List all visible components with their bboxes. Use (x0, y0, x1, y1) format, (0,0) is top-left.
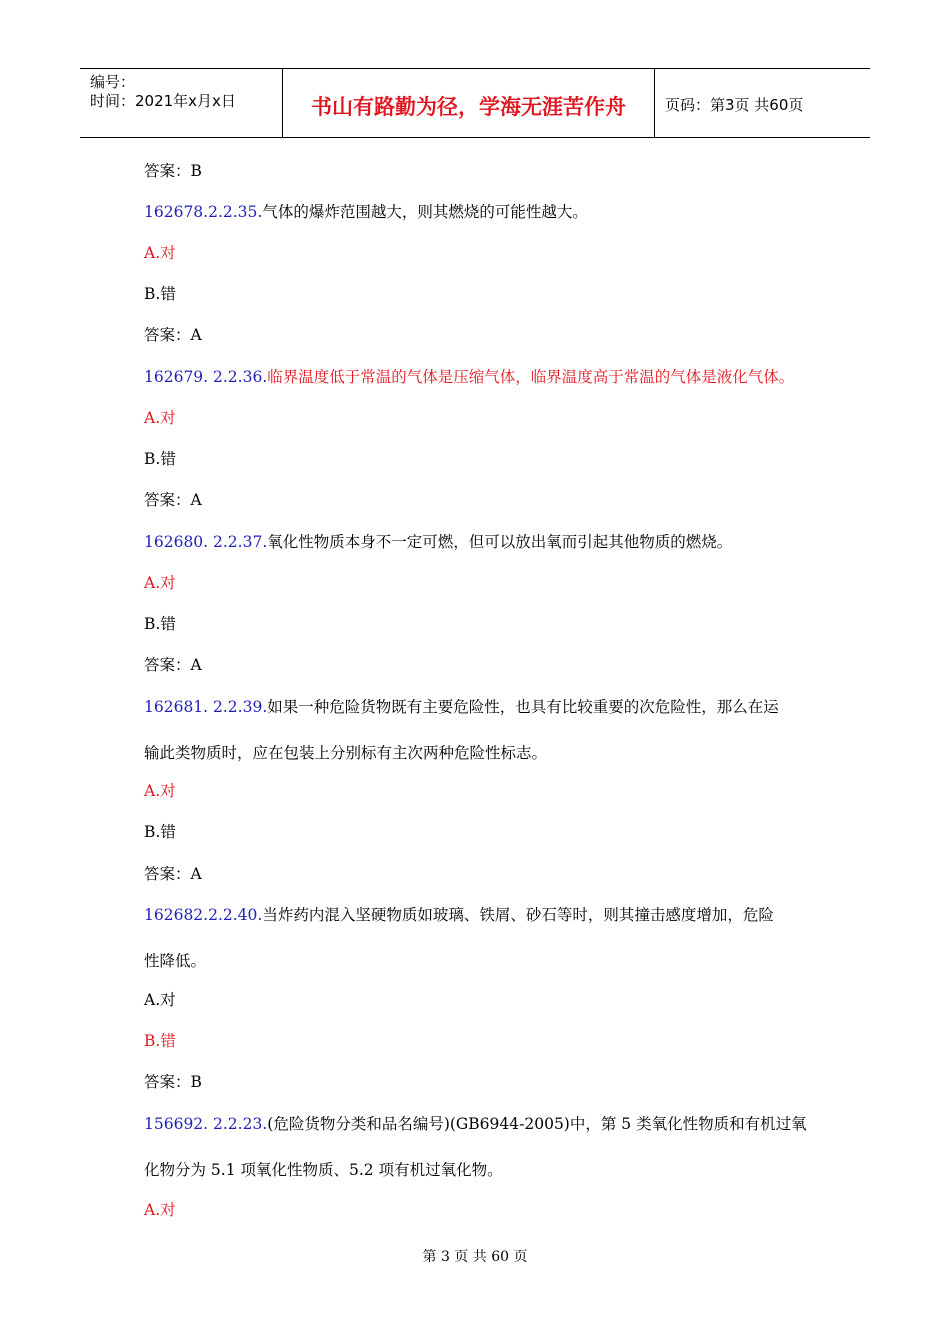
question-number: 162679. 2.2.36. (144, 368, 268, 386)
text-segment: B.错 (144, 1032, 176, 1050)
text-line (144, 573, 176, 593)
text-segment: 答案：A (144, 326, 202, 344)
text-line (144, 161, 202, 181)
text-line (144, 822, 176, 842)
header-page-cell (655, 69, 870, 137)
question-number: 162680. 2.2.37. (144, 533, 268, 551)
text-line (144, 1114, 807, 1134)
text-segment: B.错 (144, 450, 176, 468)
text-line (144, 697, 779, 717)
text-segment: 临界温度低于常温的气体是压缩气体，临界温度高于常温的气体是液化气体。 (267, 368, 795, 386)
text-line (144, 951, 206, 971)
text-line (144, 202, 588, 222)
text-segment: A.对 (144, 409, 176, 427)
question-number: 156692. 2.2.23. (144, 1115, 268, 1133)
text-line (144, 655, 202, 675)
text-line (144, 367, 794, 387)
text-segment: B.错 (144, 823, 176, 841)
text-line (144, 864, 202, 884)
text-segment: A.对 (144, 991, 176, 1009)
serial-label: 编号： (90, 73, 136, 91)
text-line (144, 1031, 176, 1051)
text-line (144, 905, 774, 925)
page-info: 页码：第3页 共60页 (665, 96, 804, 114)
text-line (144, 743, 547, 763)
motto: 书山有路勤为径，学海无涯苦作舟 (311, 95, 626, 119)
text-segment: 答案：A (144, 656, 202, 674)
date-label: 时间：2021年x月x日 (90, 92, 236, 110)
question-number: 162678.2.2.35. (144, 203, 263, 221)
text-segment: A.对 (144, 244, 176, 262)
text-line (144, 449, 176, 469)
text-segment: 答案：A (144, 865, 202, 883)
text-line (144, 1200, 176, 1220)
text-line (144, 243, 176, 263)
text-segment: 答案：A (144, 491, 202, 509)
text-segment: B.错 (144, 285, 176, 303)
text-segment: A.对 (144, 1201, 176, 1219)
text-segment: A.对 (144, 782, 176, 800)
text-line (144, 532, 732, 552)
text-segment: A.对 (144, 574, 176, 592)
question-number: 162681. 2.2.39. (144, 698, 268, 716)
text-segment: (危险货物分类和品名编号)(GB6944-2005)中，第 5 类氧化性物质和有机过氧 (267, 1115, 807, 1133)
question-number: 162682.2.2.40. (144, 906, 263, 924)
text-segment: B.错 (144, 615, 176, 633)
text-line (144, 990, 176, 1010)
text-line (144, 1160, 503, 1180)
text-segment: 答案：B (144, 162, 202, 180)
page-header (80, 68, 870, 138)
page-footer: 第 3 页 共 60 页 (422, 1249, 528, 1265)
text-segment: 化物分为 5.1 项氧化性物质、5.2 项有机过氧化物。 (144, 1161, 503, 1179)
text-line (144, 1072, 202, 1092)
text-segment: 答案：B (144, 1073, 202, 1091)
text-segment: 氧化性物质本身不一定可燃，但可以放出氧而引起其他物质的燃烧。 (267, 533, 733, 551)
text-segment: 如果一种危险货物既有主要危险性，也具有比较重要的次危险性，那么在运 (267, 698, 779, 716)
header-meta-cell (80, 69, 282, 137)
text-line (144, 614, 176, 634)
text-segment: 当炸药内混入坚硬物质如玻璃、铁屑、砂石等时，则其撞击感度增加，危险 (262, 906, 774, 924)
text-line (144, 284, 176, 304)
text-line (144, 408, 176, 428)
header-motto-cell (282, 69, 655, 137)
text-segment: 输此类物质时，应在包装上分别标有主次两种危险性标志。 (144, 744, 548, 762)
text-line (144, 781, 176, 801)
text-segment: 气体的爆炸范围越大，则其燃烧的可能性越大。 (262, 203, 588, 221)
text-line (144, 325, 202, 345)
text-segment: 性降低。 (144, 952, 207, 970)
text-line (144, 490, 202, 510)
